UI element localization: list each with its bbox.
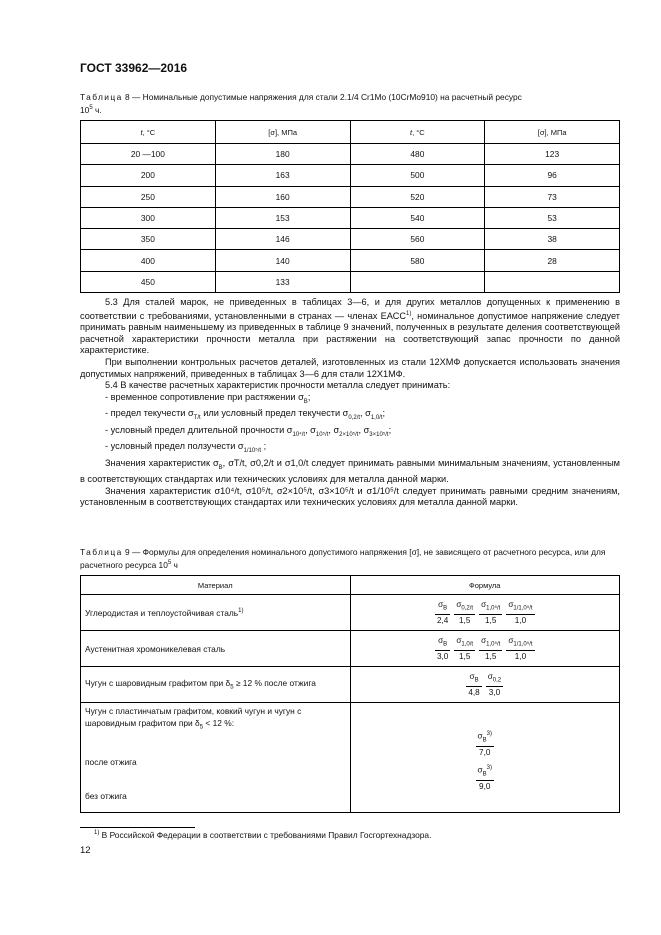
table8-header-temp2: t, °C bbox=[350, 121, 485, 144]
fraction-denominator: 1,5 bbox=[459, 616, 471, 626]
table8-cell: 520 bbox=[350, 186, 485, 207]
li4-text: - условный предел ползучести σ bbox=[105, 441, 244, 452]
material-annealed: после отжига bbox=[85, 756, 137, 767]
numerator-subscript: В bbox=[443, 605, 448, 612]
table8-caption-text: 8 — Номинальные допустимые напряжения для стали 2.1/4 Cr1Mo (10CrMo910) на расчетный ресурс bbox=[122, 92, 522, 102]
footnote-mark: 1) bbox=[94, 830, 100, 837]
numerator-subscript: 1/1,0⁵/t bbox=[513, 605, 533, 612]
table8-cell: 180 bbox=[215, 144, 350, 165]
li2-text: - предел текучести σ bbox=[105, 408, 194, 419]
table8-cell: 140 bbox=[215, 250, 350, 271]
material-carbon-text: Углеродистая и теплоустойчивая сталь bbox=[85, 607, 239, 618]
fraction-denominator: 7,0 bbox=[479, 748, 491, 758]
pv1-lead: Значения характеристик σ bbox=[105, 457, 219, 468]
material-carbon-sup: 1) bbox=[238, 607, 244, 614]
formula-annealed bbox=[474, 731, 496, 758]
material-carbon bbox=[81, 595, 351, 631]
paragraph-5-3 bbox=[80, 297, 620, 357]
document-header: ГОСТ 33962—2016 bbox=[80, 61, 188, 75]
table8-cell: 400 bbox=[81, 250, 216, 271]
formula-not-annealed bbox=[474, 765, 496, 792]
fraction-denominator: 3,0 bbox=[488, 688, 501, 698]
formula-ductile-fracs bbox=[464, 671, 505, 698]
footnote-separator bbox=[80, 827, 195, 828]
numerator-symbol: σ bbox=[477, 731, 483, 741]
formula-ductile bbox=[350, 667, 620, 703]
numerator-subscript: В bbox=[474, 677, 479, 684]
formula-fraction bbox=[506, 599, 534, 627]
material-lamellar-label bbox=[85, 706, 350, 734]
list-item-4: - условный предел ползучести $\sigma_{1/10^5/t}$ ; bbox=[105, 441, 267, 454]
material-lamellar bbox=[81, 703, 351, 813]
fraction-numerator bbox=[486, 671, 503, 688]
formula-carbon-fracs bbox=[433, 599, 537, 626]
table8-cell: 250 bbox=[81, 186, 216, 207]
table8-row bbox=[81, 207, 620, 228]
fraction-denominator: 1,5 bbox=[485, 652, 497, 662]
material-lamellar-text: Чугун с пластинчатым графитом, ковкий чугун и чугун с шаровидным графитом при δ bbox=[85, 706, 302, 728]
table8-cell: 123 bbox=[485, 144, 620, 165]
list-item-3: - условный предел длительной прочности $\sigma_{10^4/t}$, $\sigma_{10^5/t}$, $\sigma_{2\times 10^5/t}$, $\sigma_{3\times 10^5/t}$; bbox=[105, 424, 392, 438]
p53-footnote-ref: 1) bbox=[405, 310, 412, 317]
table9-caption-text: 9 — Формулы для определения номинального допустимого напряжения [σ], не зависящего от расчетного ресурса, или для расчетного ресурса 10 bbox=[80, 547, 606, 570]
formula-fraction bbox=[454, 599, 475, 627]
formula-fraction bbox=[479, 635, 502, 663]
fraction-denominator: 1,0 bbox=[514, 616, 527, 626]
formula-austenitic-fracs bbox=[433, 635, 537, 662]
material-ductile bbox=[81, 667, 351, 703]
table8-row bbox=[81, 165, 620, 186]
table9-row-austenitic bbox=[81, 631, 620, 667]
li3-sub4: 3×10⁵/t bbox=[369, 431, 389, 438]
numerator-subscript: 0,2/t bbox=[461, 605, 474, 612]
paragraph-5-4: 5.4 В качестве расчетных характеристик прочности металла следует принимать: bbox=[105, 380, 451, 391]
fraction-denominator: 4,8 bbox=[468, 688, 480, 698]
li1-text: - временное сопротивление при растяжении σ bbox=[105, 391, 304, 402]
table8-caption-base: 10 bbox=[80, 104, 90, 115]
numerator-subscript: 1/1,0⁵/t bbox=[513, 641, 533, 648]
fraction-numerator bbox=[479, 599, 502, 616]
fraction-numerator bbox=[476, 729, 494, 747]
formula-lamellar bbox=[350, 703, 620, 813]
formula-fraction bbox=[506, 635, 534, 663]
table8-cell: 480 bbox=[350, 144, 485, 165]
table9-header-material: Материал bbox=[81, 576, 351, 595]
numerator-subscript: 1,0⁵/t bbox=[486, 605, 501, 612]
table8-cell: 38 bbox=[485, 229, 620, 250]
pv1-rest: , σТ/t, σ0,2/t и σ1,0/t следует принимать равными минимальным значениям, установленным в соответствующих стандартах или технических условиях для металла данной марки. bbox=[80, 457, 620, 484]
li1-sub: В bbox=[303, 398, 308, 405]
table8-row bbox=[81, 144, 620, 165]
table8-cell: 540 bbox=[350, 207, 485, 228]
p53-tail: , номинальное допустимое напряжение следует принимать равным наименьшему из приведенных в таблице 9 значений, полученных в результате деления соответствующей расчетной характеристики прочности металла при растяжении на соответствующий запас прочности по данной характеристике. bbox=[80, 310, 620, 356]
table8-body bbox=[81, 144, 620, 293]
footnote bbox=[94, 830, 431, 840]
table8-cell: 73 bbox=[485, 186, 620, 207]
formula-carbon bbox=[350, 595, 620, 631]
formula-fraction bbox=[454, 635, 475, 663]
body-text bbox=[80, 297, 620, 509]
list-item-1: - временное сопротивление при растяжении $\sigma_В$; bbox=[105, 391, 311, 405]
table8-caption-sup: 5 bbox=[89, 105, 93, 111]
formula-not-annealed-wrap bbox=[351, 763, 620, 797]
numerator-symbol: σ bbox=[508, 599, 514, 609]
table8-row bbox=[81, 271, 620, 292]
fraction-numerator bbox=[476, 763, 494, 781]
formula-austenitic bbox=[350, 631, 620, 667]
table9-caption-word: Таблица bbox=[80, 547, 123, 557]
table8-cell: 133 bbox=[215, 271, 350, 292]
table8-row bbox=[81, 186, 620, 207]
numerator-subscript: 1,0/t bbox=[461, 641, 474, 648]
numerator-symbol: σ bbox=[508, 635, 514, 645]
fraction-denominator: 1,0 bbox=[514, 652, 527, 662]
table8-cell: 500 bbox=[350, 165, 485, 186]
table8-caption-tail: ч. bbox=[92, 104, 102, 115]
numerator-symbol: σ bbox=[469, 671, 475, 681]
table8-header-temp1: t, °C bbox=[81, 121, 216, 144]
table9-row-ductile bbox=[81, 667, 620, 703]
paragraph-values-mean bbox=[80, 486, 620, 509]
pv1-sub: В bbox=[218, 464, 223, 471]
fraction-denominator: 9,0 bbox=[479, 782, 491, 792]
table8-cell: 53 bbox=[485, 207, 620, 228]
table9 bbox=[80, 575, 620, 813]
numerator-symbol: σ bbox=[487, 671, 493, 681]
table8-cell: 560 bbox=[350, 229, 485, 250]
li3-sub1: 10⁴/t bbox=[292, 431, 306, 438]
paragraph-values-min bbox=[80, 458, 620, 486]
table9-caption-sup: 5 bbox=[167, 560, 172, 566]
table9-header-row bbox=[81, 576, 620, 595]
li2-mid2: , σ bbox=[360, 408, 371, 419]
formula-fraction bbox=[476, 763, 494, 792]
li2-sub2: 0,2/t bbox=[348, 415, 361, 422]
table9-row-carbon bbox=[81, 595, 620, 631]
fraction-numerator bbox=[506, 635, 534, 652]
formula-annealed-wrap bbox=[351, 729, 620, 763]
footnote-text: В Российской Федерации в соответствии с требованиями Правил Госгортехнадзора. bbox=[99, 830, 432, 840]
li3-sub3: 2×10⁵/t bbox=[339, 431, 359, 438]
pv2-lead: Значения характеристик σ bbox=[105, 485, 221, 496]
numerator-symbol: σ bbox=[481, 635, 487, 645]
page-number: 12 bbox=[80, 845, 91, 856]
table8-cell: 450 bbox=[81, 271, 216, 292]
table8-cell: 350 bbox=[81, 229, 216, 250]
li2-mid: или условный предел текучести σ bbox=[200, 408, 349, 419]
p53-text: 5.3 Для сталей марок, не приведенных в таблицах 3—6, и для других металлов допущенных к применению в соответствии с требованиями, установленными в странах — членах ЕАСС bbox=[80, 297, 620, 321]
fraction-denominator: 2,4 bbox=[436, 616, 449, 626]
table8-cell: 580 bbox=[350, 250, 485, 271]
numerator-symbol: σ bbox=[477, 765, 483, 775]
formula-fraction bbox=[486, 671, 503, 699]
material-ductile-text: Чугун с шаровидным графитом при δ bbox=[85, 678, 231, 689]
numerator-symbol: σ bbox=[481, 599, 487, 609]
table8-caption-word: Таблица bbox=[80, 92, 123, 102]
formula-fraction bbox=[479, 599, 502, 627]
pv2-rest: 10⁴/t, σ10⁵/t, σ2×10⁵/t, σ3×10⁵/t и σ1/10⁵/t следует принимать равными средним значениям, установленным в соответствующих стандартах или технических условиях для металла данной марки. bbox=[80, 485, 620, 508]
numerator-superscript: 3) bbox=[486, 731, 492, 737]
table8-caption bbox=[80, 92, 620, 116]
fraction-denominator: 3,0 bbox=[436, 652, 449, 662]
numerator-subscript: 0,2 bbox=[492, 677, 502, 684]
numerator-symbol: σ bbox=[438, 599, 444, 609]
table8-cell bbox=[485, 271, 620, 292]
table8-cell: 20 —100 bbox=[81, 144, 216, 165]
formula-fraction bbox=[435, 635, 450, 663]
fraction-numerator bbox=[479, 635, 502, 652]
list-item-2: - предел текучести $\sigma_{Т/t}$ или условный предел текучести $\sigma_{0,2/t}$, $\sigma_{1,0/t}$; bbox=[105, 408, 386, 422]
table8 bbox=[80, 120, 620, 293]
numerator-symbol: σ bbox=[456, 635, 462, 645]
table8-cell: 96 bbox=[485, 165, 620, 186]
fraction-numerator bbox=[506, 599, 534, 616]
table8-header-stress2: [σ], МПа bbox=[485, 121, 620, 144]
numerator-symbol: σ bbox=[438, 635, 444, 645]
table8-row bbox=[81, 250, 620, 271]
table8-cell: 28 bbox=[485, 250, 620, 271]
li2-sub1: Т/t bbox=[193, 415, 201, 422]
table8-cell: 163 bbox=[215, 165, 350, 186]
table9-header-formula: Формула bbox=[350, 576, 620, 595]
li4-sub: 1/10⁵/t bbox=[243, 447, 262, 454]
table8-cell: 300 bbox=[81, 207, 216, 228]
fraction-numerator bbox=[454, 635, 475, 652]
material-lamellar-tail: < 12 %: bbox=[203, 717, 235, 728]
material-lamellar-sub: 5 bbox=[199, 724, 204, 731]
table8-cell bbox=[350, 271, 485, 292]
table9-caption-tail: ч bbox=[171, 559, 178, 570]
material-not-annealed: без отжига bbox=[85, 790, 127, 801]
material-austenitic: Аустенитная хромоникелевая сталь bbox=[81, 631, 351, 667]
material-ductile-tail: ≥ 12 % после отжига bbox=[233, 678, 316, 689]
fraction-numerator bbox=[454, 599, 475, 616]
formula-fraction bbox=[476, 729, 494, 758]
li2-sub3: 1,0/t bbox=[370, 415, 383, 422]
numerator-symbol: σ bbox=[456, 599, 462, 609]
numerator-superscript: 3) bbox=[486, 765, 492, 771]
fraction-numerator bbox=[435, 635, 450, 652]
fraction-numerator bbox=[466, 671, 481, 688]
numerator-subscript: В bbox=[482, 771, 487, 778]
fraction-denominator: 1,5 bbox=[485, 616, 497, 626]
numerator-subscript: В bbox=[482, 737, 487, 744]
li3-sub2: 10⁵/t bbox=[315, 431, 329, 438]
table8-header-row bbox=[81, 121, 620, 144]
li3-text: - условный предел длительной прочности σ bbox=[105, 424, 293, 435]
table8-header-stress1: [σ], МПа bbox=[215, 121, 350, 144]
fraction-denominator: 1,5 bbox=[459, 652, 471, 662]
table8-cell: 146 bbox=[215, 229, 350, 250]
table8-cell: 160 bbox=[215, 186, 350, 207]
formula-fraction bbox=[466, 671, 481, 699]
table8-cell: 153 bbox=[215, 207, 350, 228]
numerator-subscript: 1,0⁵/t bbox=[486, 641, 501, 648]
table9-caption bbox=[80, 547, 620, 571]
formula-fraction bbox=[435, 599, 450, 627]
table9-row-lamellar bbox=[81, 703, 620, 813]
material-ductile-sub: 5 bbox=[230, 684, 234, 691]
table8-cell: 200 bbox=[81, 165, 216, 186]
paragraph-control: При выполнении контрольных расчетов деталей, изготовленных из стали 12ХМФ допускается использовать значения допустимых напряжений, приведенных в таблицах 3—6 для стали 12Х1МФ. bbox=[80, 357, 620, 379]
numerator-subscript: В bbox=[443, 641, 448, 648]
table8-row bbox=[81, 229, 620, 250]
fraction-numerator bbox=[435, 599, 450, 616]
